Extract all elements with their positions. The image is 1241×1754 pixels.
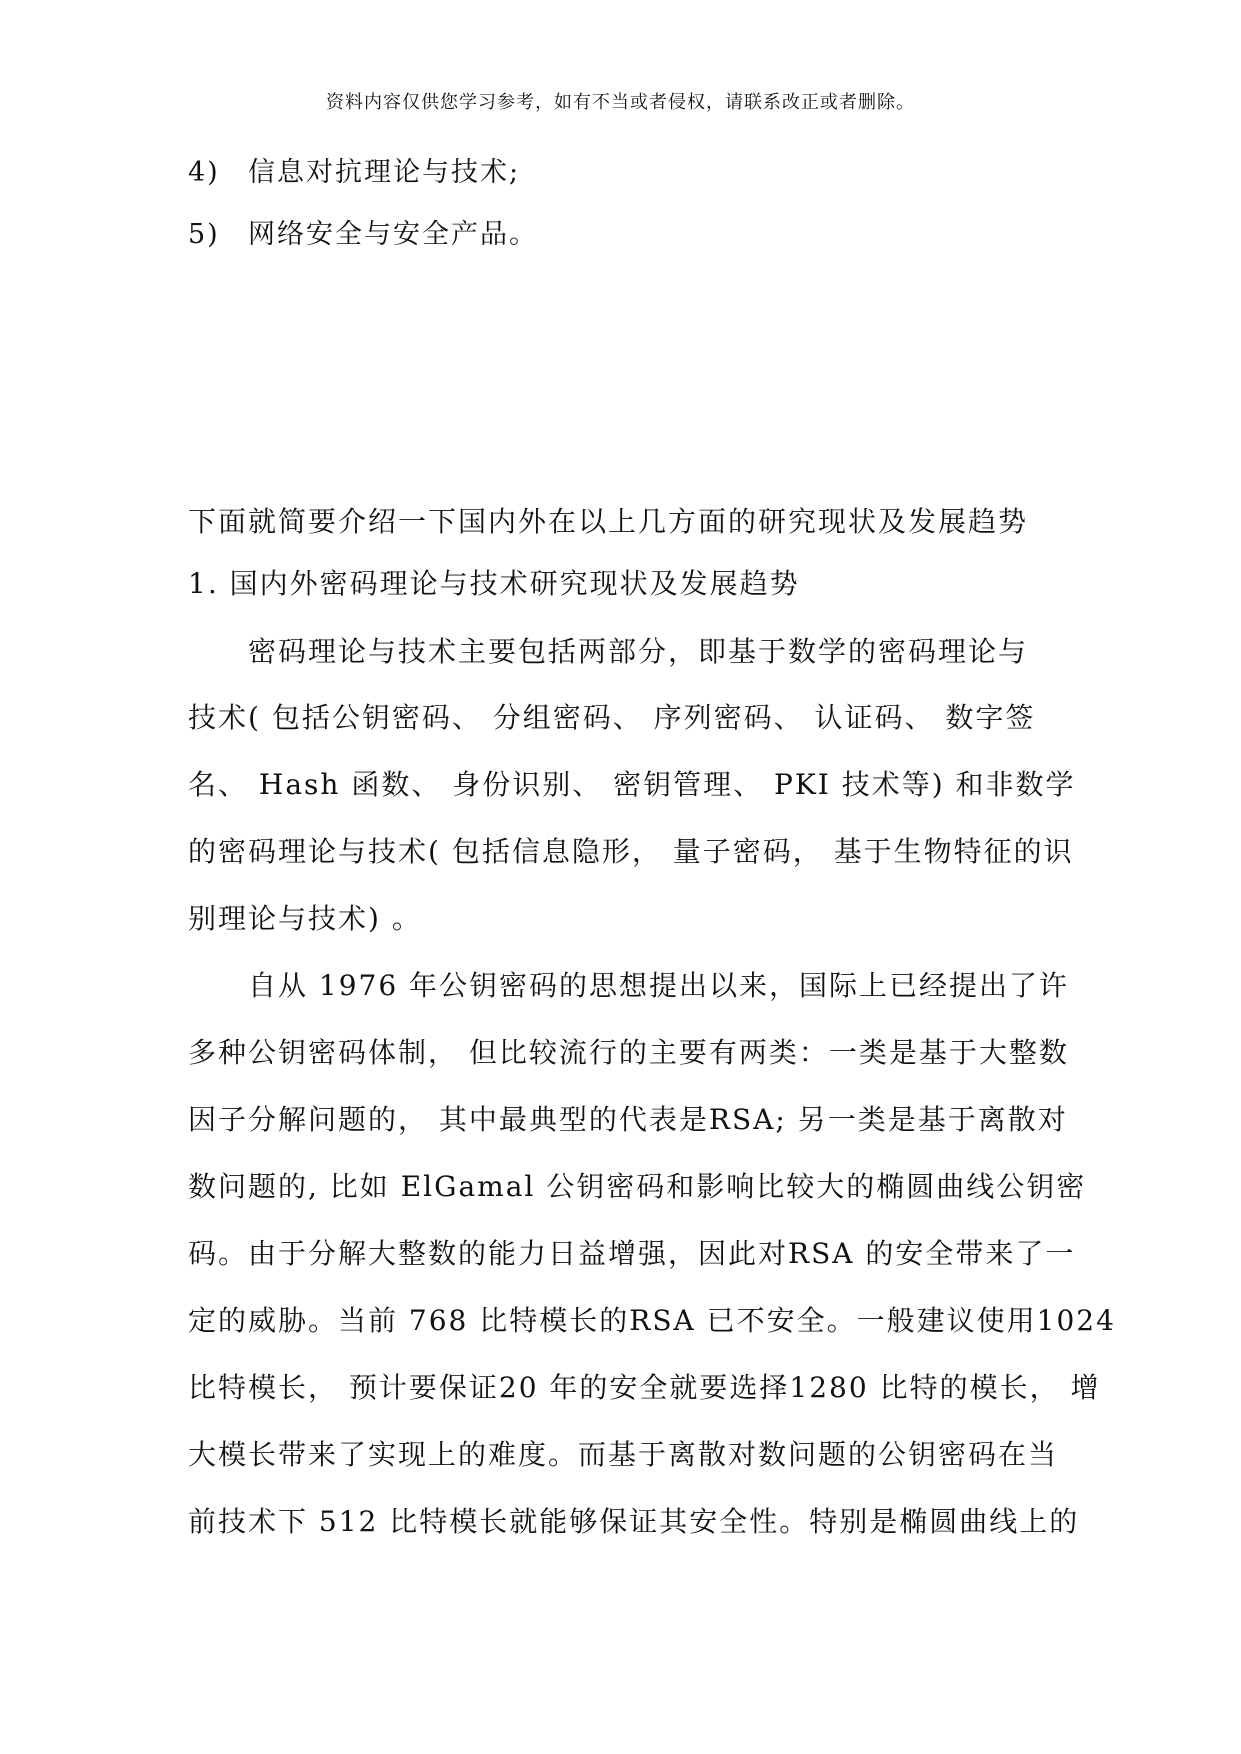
list-item xyxy=(188,150,520,189)
list-item-number: 5) xyxy=(188,219,220,250)
body-line: 密码理论与技术主要包括两部分，即基于数学的密码理论与 xyxy=(188,635,1029,668)
body-line: 下面就简要介绍一下国内外在以上几方面的研究现状及发展趋势 xyxy=(188,505,1029,538)
body-line: 自从 1976 年公钥密码的思想提出以来，国际上已经提出了许 xyxy=(188,969,1070,1002)
list-item-number: 4) xyxy=(188,157,220,188)
list-item-text: 信息对抗理论与技术; xyxy=(248,157,521,188)
header-disclaimer: 资料内容仅供您学习参考，如有不当或者侵权，请联系改正或者删除。 xyxy=(326,92,915,113)
section-heading: 1. 国内外密码理论与技术研究现状及发展趋势 xyxy=(188,567,800,600)
body-line: 别理论与技术) 。 xyxy=(188,902,422,935)
body-line: 因子分解问题的， 其中最典型的代表是RSA; 另一类是基于离散对 xyxy=(188,1103,1068,1136)
body-line: 名、 Hash 函数、 身份识别、 密钥管理、 PKI 技术等) 和非数学 xyxy=(188,768,1076,801)
body-line: 技术( 包括公钥密码、 分组密码、 序列密码、 认证码、 数字签 xyxy=(188,701,1036,734)
body-line: 数问题的, 比如 ElGamal 公钥密码和影响比较大的椭圆曲线公钥密 xyxy=(188,1170,1087,1203)
body-line: 码。由于分解大整数的能力日益增强，因此对RSA 的安全带来了一 xyxy=(188,1237,1076,1270)
body-line: 多种公钥密码体制， 但比较流行的主要有两类：一类是基于大整数 xyxy=(188,1036,1069,1069)
list-item-text: 网络安全与安全产品。 xyxy=(248,219,538,250)
list-item xyxy=(188,212,538,251)
body-line: 前技术下 512 比特模长就能够保证其安全性。特别是椭圆曲线上的 xyxy=(188,1505,1080,1538)
body-line: 比特模长， 预计要保证20 年的安全就要选择1280 比特的模长， 增 xyxy=(188,1371,1101,1404)
body-line: 大模长带来了实现上的难度。而基于离散对数问题的公钥密码在当 xyxy=(188,1438,1059,1471)
body-line: 的密码理论与技术( 包括信息隐形， 量子密码， 基于生物特征的识 xyxy=(188,835,1074,868)
body-line: 定的威胁。当前 768 比特模长的RSA 已不安全。一般建议使用1024 xyxy=(188,1304,1116,1337)
